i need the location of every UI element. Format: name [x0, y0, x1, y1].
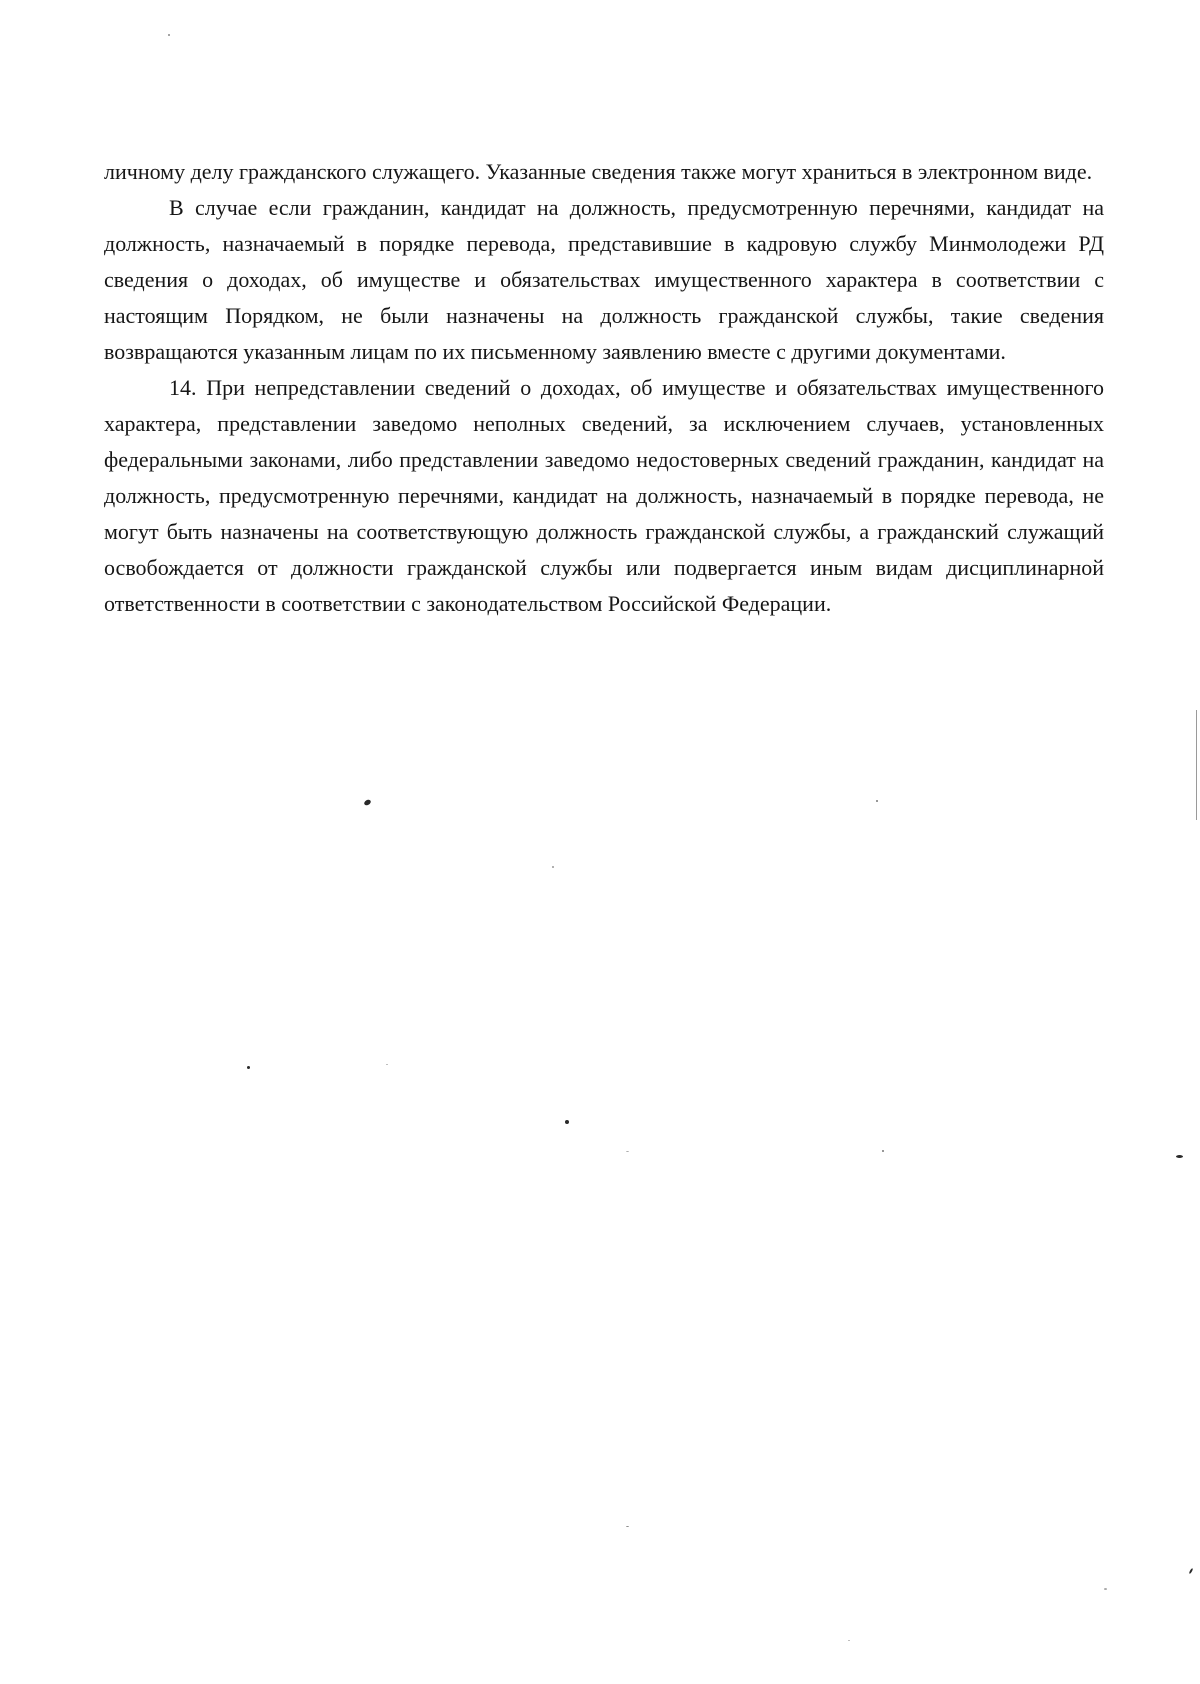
paragraph-continuation: личному делу гражданского служащего. Указанные сведения также могут храниться в электронном виде.	[104, 159, 1093, 184]
scan-speck	[1189, 1568, 1194, 1574]
scan-edge-line	[1196, 710, 1197, 820]
scan-speck	[882, 1150, 884, 1152]
scan-speck	[565, 1120, 569, 1124]
scan-speck	[1104, 1588, 1107, 1590]
paragraph-return-of-information: В случае если гражданин, кандидат на должность, предусмотренную перечнями, кандидат на должность, назначаемый в порядке перевода, представившие в кадровую службу Минмолодежи РД сведения о доходах, об имуществе и обязательствах имущественного характера в соответствии с настоящим Порядком, не были назначены на должность гражданской службы, такие сведения возвращаются указанным лицам по их письменному заявлению вместе с другими документами.	[104, 195, 1104, 364]
scan-speck	[876, 800, 878, 802]
scan-speck	[848, 1640, 850, 1641]
scan-speck	[626, 1151, 629, 1152]
paragraph-14-non-submission: 14. При непредставлении сведений о доходах, об имуществе и обязательствах имущественного характера, представлении заведомо неполных сведений, за исключением случаев, установленных федеральными законами, либо представлении заведомо недостоверных сведений гражданин, кандидат на должность, предусмотренную перечнями, кандидат на должность, назначаемый в порядке перевода, не могут быть назначены на соответствующую должность гражданской службы, а гражданский служащий освобождается от должности гражданской службы или подвергается иным видам дисциплинарной ответственности в соответствии с законодательством Российской Федерации.	[104, 375, 1104, 616]
scan-speck	[626, 1526, 629, 1527]
scan-speck	[552, 866, 554, 868]
scan-speck	[247, 1066, 250, 1069]
scan-speck	[386, 1064, 388, 1065]
scan-speck	[168, 34, 170, 36]
document-body	[104, 154, 1104, 622]
scan-speck	[363, 799, 372, 807]
scan-speck	[1176, 1155, 1183, 1158]
